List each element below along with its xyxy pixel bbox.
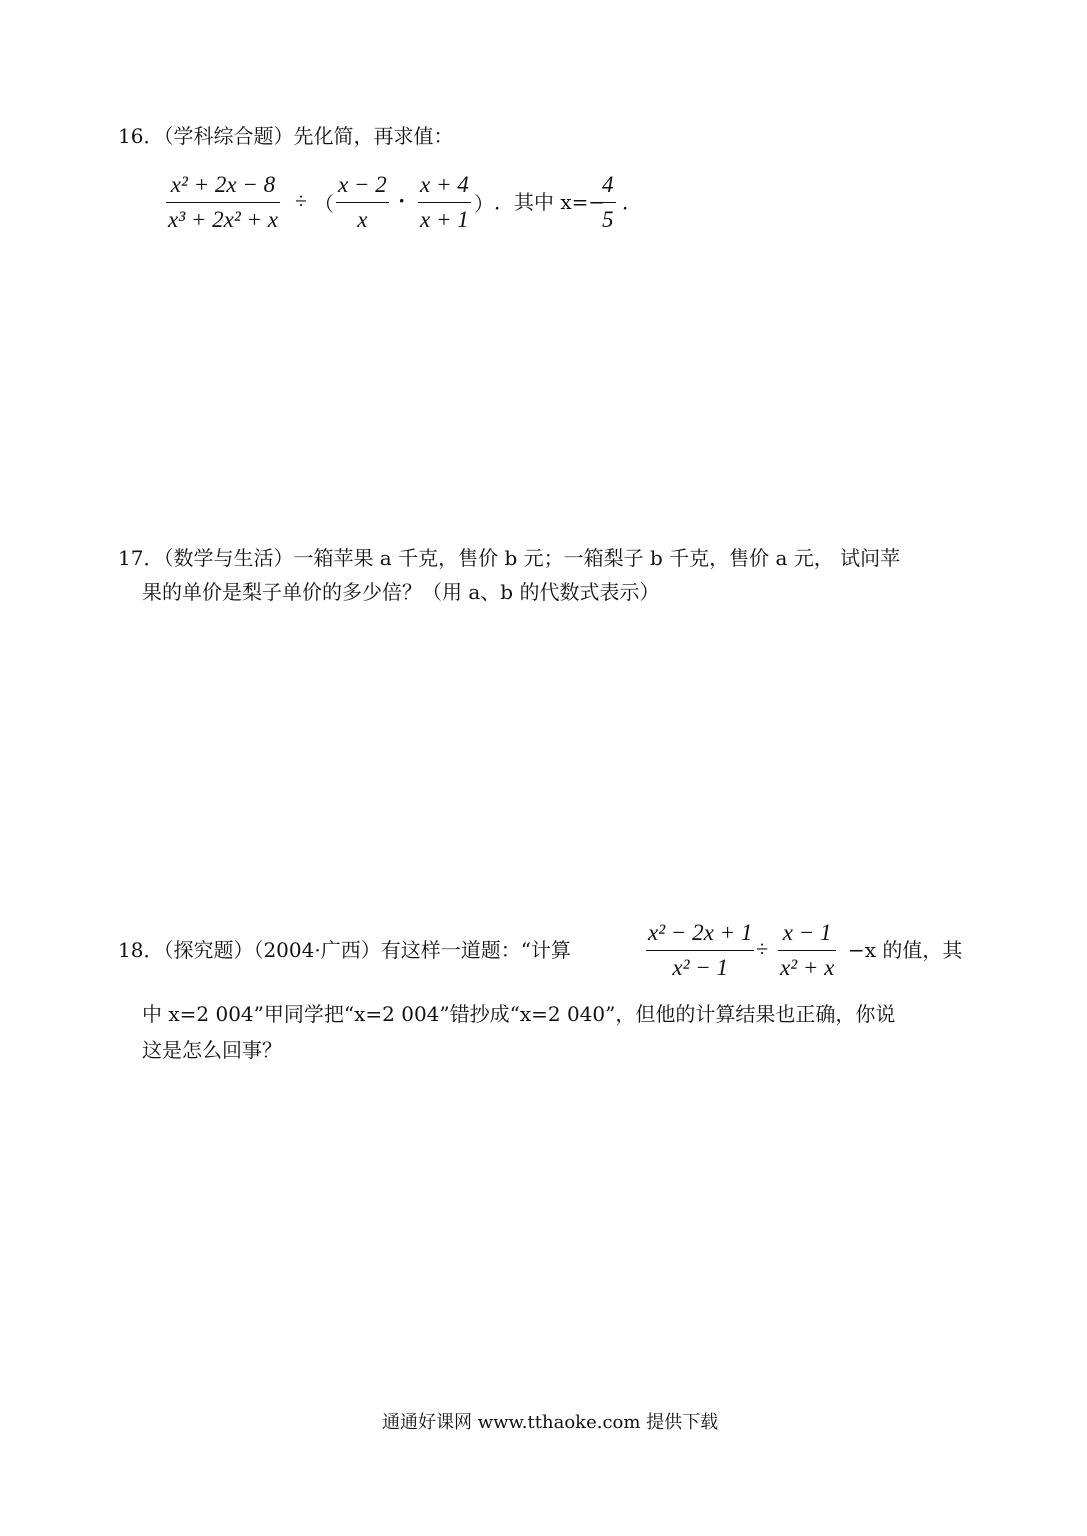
page-footer: 通通好课网 www.tthaoke.com 提供下载 xyxy=(382,1412,719,1433)
q18-line-2: 中 x=2 004”甲同学把“x=2 004”错抄成“x=2 040”，但他的计算结果也正确，你说 xyxy=(142,1002,896,1026)
q17-line-2: 果的单价是梨子单价的多少倍？（用 a、b 的代数式表示） xyxy=(142,580,660,604)
q16-where-text: ．其中 x=− xyxy=(494,190,606,214)
q18-frac1-numerator: x² − 2x + 1 xyxy=(648,920,753,945)
q18-fraction-2 xyxy=(778,918,836,983)
q18-line-3: 这是怎么回事？ xyxy=(142,1038,282,1062)
q16-value-denominator: 5 xyxy=(602,207,614,232)
q16-frac1-numerator: x² + 2x − 8 xyxy=(170,172,276,197)
fraction-bar xyxy=(418,202,471,203)
q16-fraction-2 xyxy=(336,170,389,235)
q16-frac1-denominator: x³ + 2x² + x xyxy=(168,207,278,232)
q18-frac1-denominator: x² − 1 xyxy=(672,955,728,980)
q16-fraction-3 xyxy=(418,170,471,235)
fraction-bar xyxy=(166,202,280,203)
fraction-bar xyxy=(646,950,754,951)
q18-tail-text: −x 的值，其 xyxy=(848,938,963,962)
q16-label: 16．（学科综合题）先化简，再求值： xyxy=(118,124,454,148)
q17-line-1: 17．（数学与生活）一箱苹果 a 千克，售价 b 元；一箱梨子 b 千克，售价 a 元， 试问苹 xyxy=(118,546,901,570)
q16-frac2-numerator: x − 2 xyxy=(338,172,387,197)
q16-frac2-denominator: x xyxy=(357,207,368,232)
q18-fraction-1 xyxy=(646,918,754,983)
fraction-bar xyxy=(336,202,389,203)
q16-value-fraction xyxy=(600,170,616,235)
q16-value-numerator: 4 xyxy=(602,172,614,197)
q16-close-paren: ） xyxy=(474,192,494,216)
q16-divide-sign: ÷ xyxy=(295,188,308,213)
q18-label: 18．（探究题）（2004·广西）有这样一道题：“计算 xyxy=(118,938,571,962)
q18-frac2-denominator: x² + x xyxy=(780,955,835,980)
q16-frac3-numerator: x + 4 xyxy=(420,172,469,197)
q16-frac3-denominator: x + 1 xyxy=(420,207,469,232)
q18-frac2-numerator: x − 1 xyxy=(782,920,832,945)
fraction-bar xyxy=(600,202,616,203)
q16-multiply-dot: · xyxy=(398,188,406,213)
q16-open-paren: （ xyxy=(314,192,334,216)
q16-end-period: ． xyxy=(622,190,642,214)
q16-fraction-main xyxy=(166,170,280,235)
fraction-bar xyxy=(778,950,836,951)
q18-divide-sign: ÷ xyxy=(756,936,769,961)
